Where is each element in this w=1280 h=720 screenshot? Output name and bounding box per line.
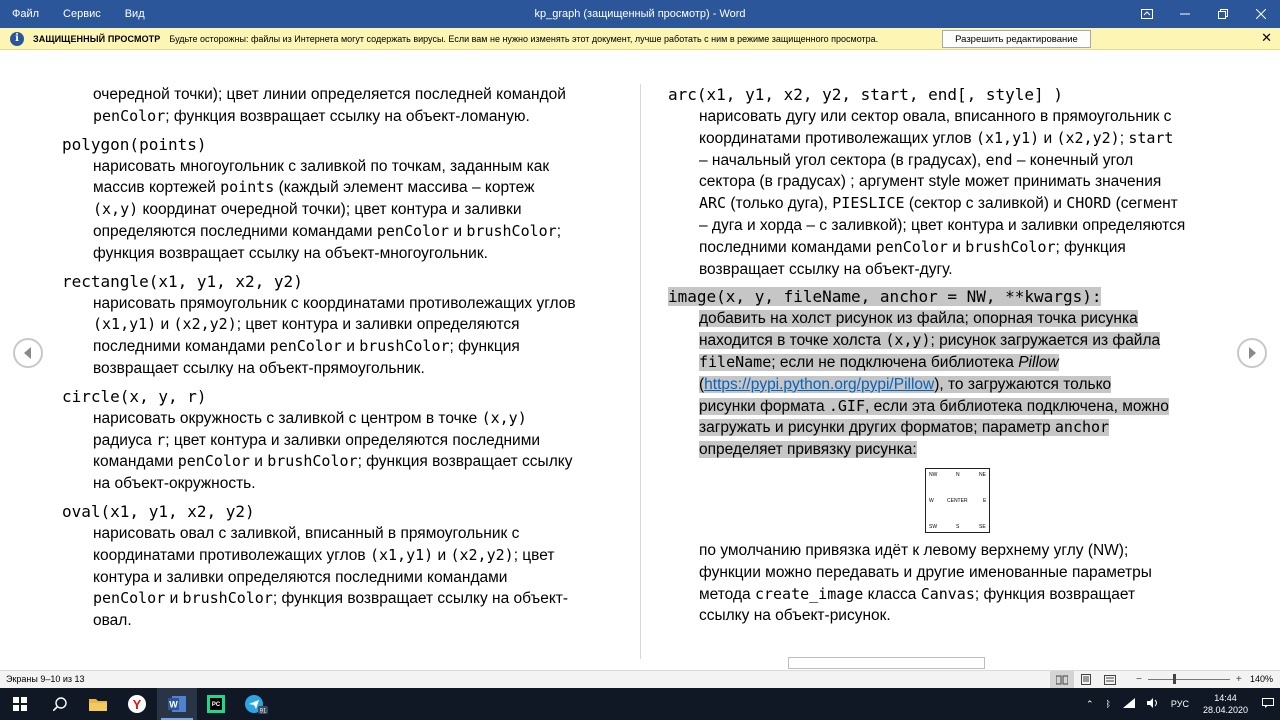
circle-desc: нарисовать окружность с заливкой с центром в точке (x,y) радиуса r; цвет контура и заливки определяются последними командами penColor и brushColor; функция возвращает ссылку на объект-окружность. — [93, 408, 573, 493]
menu-view[interactable]: Вид — [124, 8, 145, 20]
pycharm-icon[interactable] — [196, 688, 236, 720]
left-page — [62, 84, 622, 632]
search-icon[interactable] — [40, 688, 80, 720]
language-indicator[interactable]: РУС — [1170, 699, 1189, 709]
word-icon[interactable] — [157, 688, 197, 720]
svg-text:W: W — [169, 699, 178, 710]
volume-icon[interactable] — [1147, 698, 1159, 710]
read-mode-icon[interactable] — [1050, 671, 1074, 688]
network-icon[interactable] — [1123, 698, 1135, 710]
zoom-in-button[interactable]: + — [1235, 674, 1242, 685]
file-explorer-icon[interactable] — [78, 688, 118, 720]
ribbon-display-options-icon[interactable] — [1128, 0, 1166, 28]
protected-view-bar — [0, 28, 1280, 50]
next-screen-button[interactable] — [1237, 338, 1267, 368]
polyline-desc-tail: очередной точки); цвет линии определяется последней командой penColor; функция возвращает ссылку на объект-ломаную. — [93, 86, 566, 125]
document-area — [0, 51, 1280, 670]
show-hidden-icons-icon[interactable]: ⌃ — [1085, 698, 1094, 709]
oval-desc: нарисовать овал с заливкой, вписанный в прямоугольник с координатами противолежащих углов (x1,y1) и (x2,y2); цвет контура и заливки определяются последними командами penColor и brushColor; функция возвращает ссылку на объект- овал. — [93, 524, 569, 630]
svg-text:PC: PC — [211, 702, 221, 708]
telegram-icon[interactable] — [236, 688, 276, 720]
pillow-link[interactable]: https://pypi.python.org/pypi/Pillow — [704, 375, 935, 393]
notifications-icon[interactable] — [1262, 698, 1274, 710]
anchor-n: N — [956, 472, 960, 478]
arc-desc: нарисовать дугу или сектор овала, вписанного в прямоугольник с координатами противолежащих углов (x1,y1) и (x2,y2); start – начальный угол сектора (в градусах), end – конечный угол сектора (в градусах) ; аргумент style может принимать значения ARC (только дуга), PIESLICE (сектор с заливкой) и CHORD (сегмент – дуга и хорда – с заливкой); цвет контура и заливки определяются последними командами penColor и brushColor; функция возвращает ссылку на объект-дугу. — [699, 108, 1186, 278]
anchor-s: S — [956, 524, 960, 530]
web-layout-icon[interactable] — [1098, 671, 1122, 688]
system-tray — [1080, 688, 1280, 720]
close-icon[interactable]: ✕ — [1261, 30, 1272, 45]
protected-view-title: ЗАЩИЩЕННЫЙ ПРОСМОТР — [33, 33, 161, 44]
zoom-slider-thumb[interactable] — [1173, 674, 1176, 684]
polygon-desc: нарисовать многоугольник с заливкой по точкам, заданным как массив кортежей points (каждый элемент массива – кортеж (x,y) координат очередной точки); цвет контура и заливки определяются последними командами penColor и brushColor; функция возвращает ссылку на объект-многоугольник. — [93, 157, 562, 262]
rectangle-signature: rectangle(x1, y1, x2, y2) — [62, 271, 303, 291]
window-title: kp_graph (защищенный просмотр) - Word — [534, 8, 746, 20]
image-desc: добавить на холст рисунок из файла; опорная точка рисунка находится в точке холста (x,y); рисунок загружается из файла fileName; если не подключена библиотека Pillow (https://pypi.python.org/pypi/Pillow), то загружаются только рисунки формата .GIF, если эта библиотека подключена, можно загружать и рисунки других форматов; параметр anchor определяет привязку рисунка: — [699, 310, 1169, 459]
menu-tools[interactable]: Сервис — [63, 8, 101, 20]
anchor-se: SE — [979, 524, 986, 530]
restore-button[interactable] — [1204, 0, 1242, 28]
windows-start-icon[interactable] — [0, 688, 40, 720]
image-signature: image(x, y, fileName, anchor = NW, **kwargs): — [668, 287, 1102, 307]
menu-file[interactable]: Файл — [12, 8, 40, 20]
circle-signature: circle(x, y, r) — [62, 386, 207, 406]
rectangle-desc: нарисовать прямоугольник с координатами противолежащих углов (x1,y1) и (x2,y2); цвет контура и заливки определяются последними командами penColor и brushColor; функция возвращает ссылку на объект-прямоугольник. — [93, 294, 576, 377]
anchor-diagram — [925, 468, 990, 533]
print-layout-icon[interactable] — [1074, 671, 1098, 688]
zoom-out-button[interactable]: − — [1136, 674, 1142, 685]
clock[interactable]: 14:44 28.04.2020 — [1202, 693, 1248, 715]
bluetooth-icon[interactable]: ᛒ — [1105, 699, 1111, 709]
horizontal-scrollbar[interactable] — [788, 657, 985, 669]
zoom-level[interactable]: 140% — [1250, 674, 1274, 684]
menu-bar — [0, 0, 157, 28]
yandex-browser-icon[interactable] — [117, 688, 157, 720]
anchor-nw: NW — [929, 472, 938, 478]
right-page — [668, 84, 1228, 461]
anchor-w: W — [929, 498, 934, 504]
minimize-button[interactable] — [1166, 0, 1204, 28]
page-counter: Экраны 9–10 из 13 — [6, 674, 85, 684]
polygon-signature: polygon(points) — [62, 134, 207, 154]
svg-text:Y: Y — [132, 697, 142, 712]
status-bar — [0, 670, 1280, 688]
title-bar — [0, 0, 1280, 28]
zoom-slider[interactable] — [1148, 679, 1230, 680]
close-window-button[interactable] — [1242, 0, 1280, 28]
enable-editing-button[interactable]: Разрешить редактирование — [942, 30, 1091, 48]
info-icon: i — [10, 32, 24, 46]
page-divider — [640, 84, 641, 659]
arc-signature: arc(x1, y1, x2, y2, start, end[, style] ) — [668, 85, 1063, 104]
anchor-e: E — [983, 498, 987, 504]
image-desc-after: по умолчанию привязка идёт к левому верхнему углу (NW); функции можно передавать и другие именованные параметры метода create_image класса Canvas; функция возвращает ссылку на объект-рисунок. — [699, 542, 1152, 625]
anchor-ne: NE — [979, 472, 986, 478]
svg-text:91: 91 — [259, 708, 267, 714]
taskbar — [0, 688, 1280, 720]
protected-view-message: Будьте осторожны: файлы из Интернета могут содержать вирусы. Если вам не нужно изменять этот документ, лучше работать с ним в режиме защищенного просмотра. — [169, 33, 879, 44]
anchor-center: CENTER — [947, 498, 968, 504]
anchor-sw: SW — [929, 524, 938, 530]
previous-screen-button[interactable] — [13, 338, 43, 368]
oval-signature: oval(x1, y1, x2, y2) — [62, 501, 255, 521]
